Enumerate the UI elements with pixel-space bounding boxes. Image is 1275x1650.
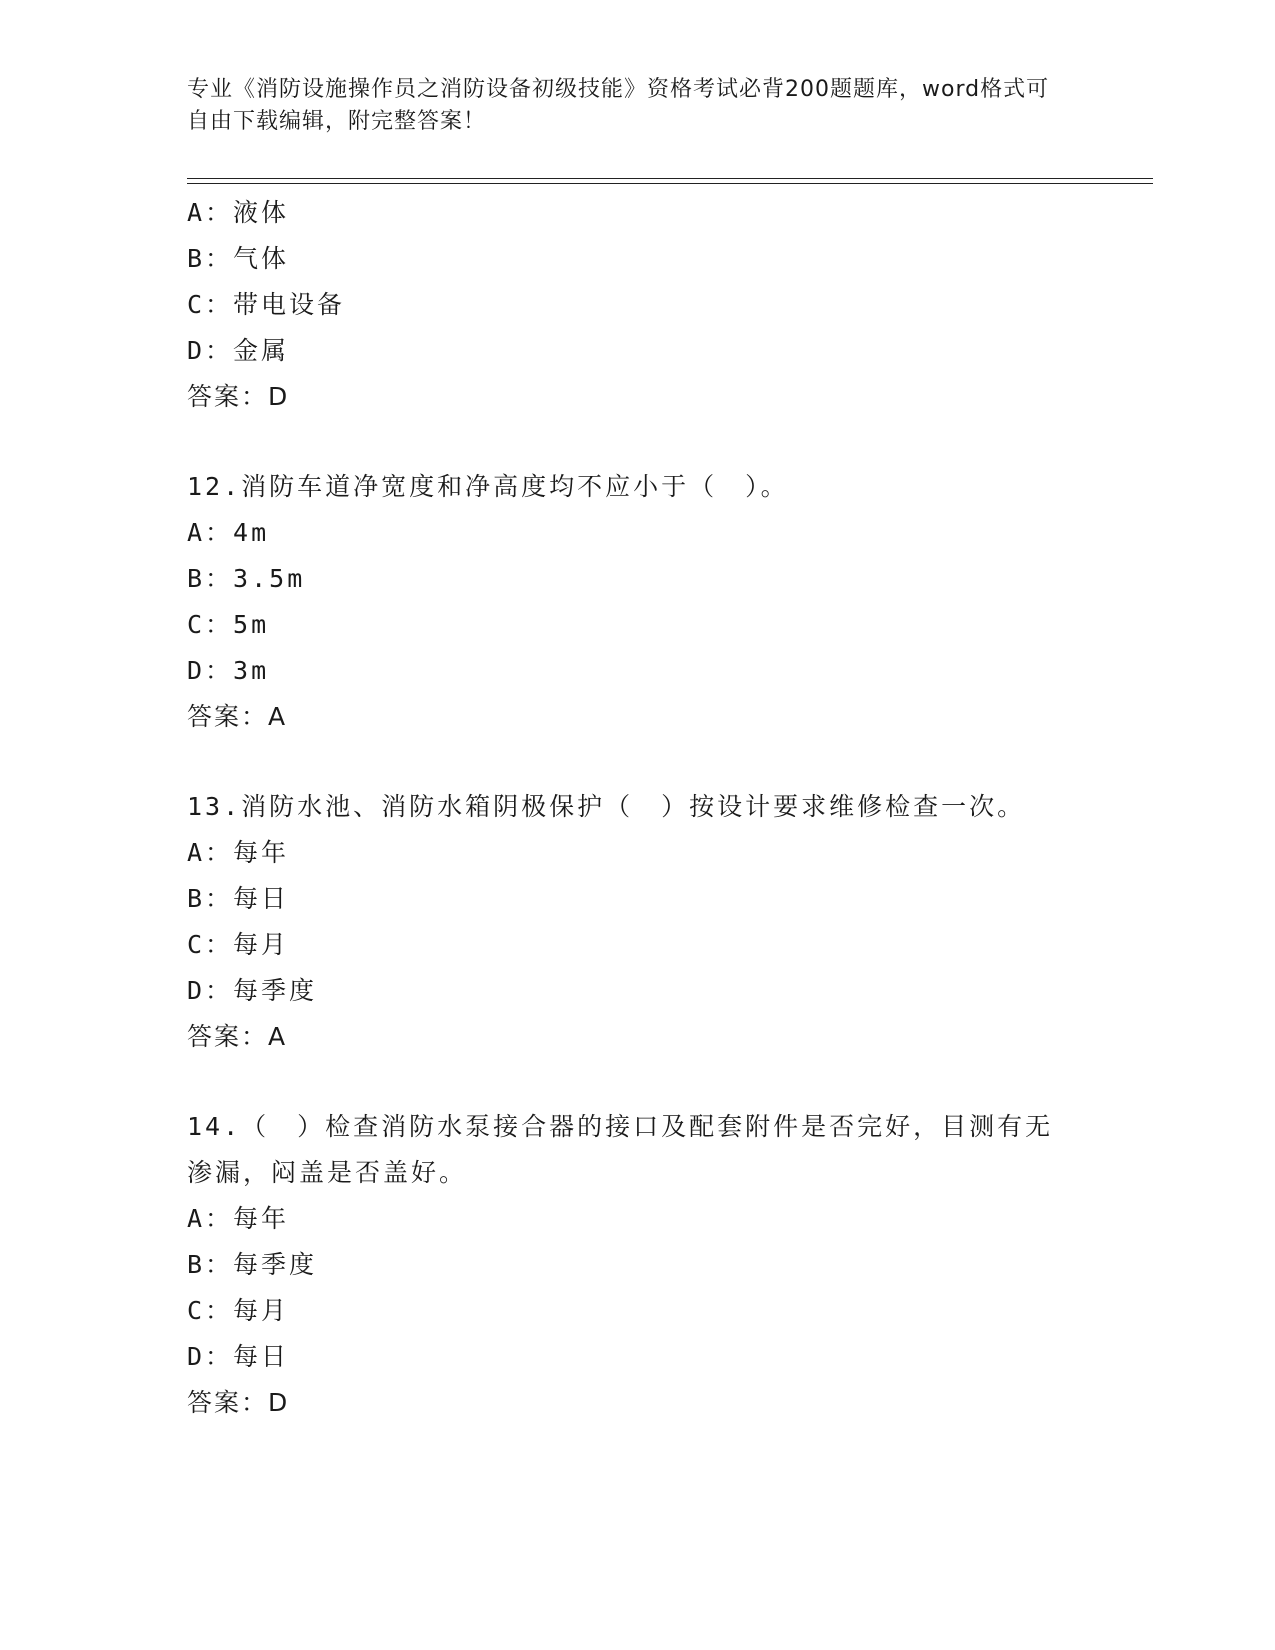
option-a: A：每年 xyxy=(187,838,290,867)
question-block xyxy=(187,190,1087,420)
question-list xyxy=(187,190,1087,1426)
option-c: C：5m xyxy=(187,610,270,639)
option-b: B：每日 xyxy=(187,884,290,913)
header-divider-top xyxy=(187,178,1153,179)
option-a: A：液体 xyxy=(187,198,290,227)
option-b: B：气体 xyxy=(187,244,290,273)
spacer xyxy=(187,1060,1087,1104)
answer: 答案：D xyxy=(187,1388,290,1417)
option-a: A：4m xyxy=(187,518,270,547)
option-a: A：每年 xyxy=(187,1204,290,1233)
question-block xyxy=(187,784,1087,1060)
answer: 答案：A xyxy=(187,1022,288,1051)
option-c: C：每月 xyxy=(187,930,290,959)
spacer xyxy=(187,420,1087,464)
question-text: 13.消防水池、消防水箱阴极保护（ ）按设计要求维修检查一次。 xyxy=(187,792,1026,821)
question-text: 12.消防车道净宽度和净高度均不应小于（ ）。 xyxy=(187,472,789,501)
question-text: 14.（ ）检查消防水泵接合器的接口及配套附件是否完好，目测有无渗漏，闷盖是否盖好。 xyxy=(187,1112,1054,1187)
question-block xyxy=(187,464,1087,740)
option-c: C：带电设备 xyxy=(187,290,346,319)
answer: 答案：D xyxy=(187,382,290,411)
answer: 答案：A xyxy=(187,702,288,731)
option-d: D：金属 xyxy=(187,336,290,365)
document-header: 专业《消防设施操作员之消防设备初级技能》资格考试必背200题题库，word格式可自由下载编辑，附完整答案！ xyxy=(187,77,1050,134)
option-c: C：每月 xyxy=(187,1296,290,1325)
option-d: D：每季度 xyxy=(187,976,318,1005)
option-b: B：3.5m xyxy=(187,564,306,593)
spacer xyxy=(187,740,1087,784)
option-b: B：每季度 xyxy=(187,1250,318,1279)
question-block xyxy=(187,1104,1087,1426)
option-d: D：每日 xyxy=(187,1342,290,1371)
header-divider-bottom xyxy=(187,183,1153,184)
option-d: D：3m xyxy=(187,656,270,685)
